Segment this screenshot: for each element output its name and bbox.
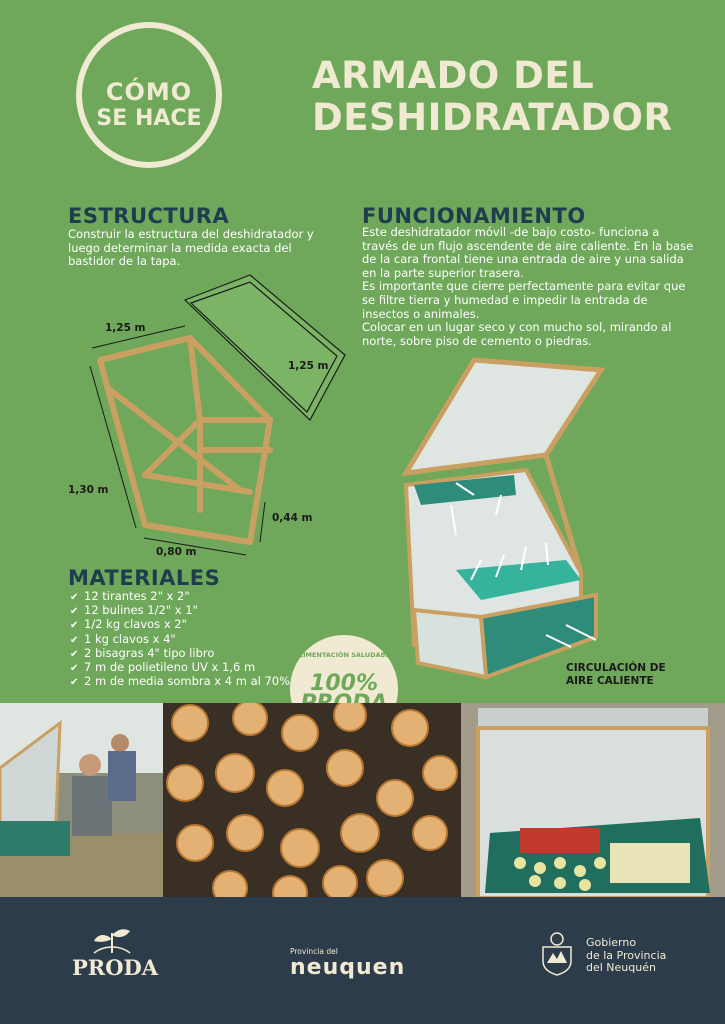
funcionamiento-paragraph: Es importante que cierre perfectamente para evitar que se filtre tierra y humedad e impedir la entrada de insectos o animales. [362,279,686,321]
dimension-depth: 0,44 m [272,512,313,524]
photo-person [0,703,163,897]
provincia-label: Provincia del [290,947,338,956]
gobierno-label: Gobierno de la Provincia del Neuquén [586,936,667,974]
list-item: ✔ 7 m de polietileno UV x 1,6 m [70,660,256,675]
photo-dehydrator-in-use [461,703,725,897]
funcionamiento-text [362,226,698,348]
page-title-line1: ARMADO DEL [312,54,595,97]
list-item: ✔ 2 m de media sombra x 4 m al 70% [70,674,291,689]
dimension-height: 1,30 m [68,484,109,496]
check-icon: ✔ [70,606,79,618]
proda-logo-text: PRODA [72,955,159,980]
check-icon: ✔ [70,677,79,689]
check-icon: ✔ [70,620,79,632]
footer [0,897,725,1024]
stamp-percent: 100% [310,671,378,696]
coat-of-arms-icon [537,931,577,977]
photo-strip [0,703,725,897]
estructura-text: Construir la estructura del deshidratador y luego determinar la medida exacta del bastidor de la tapa. [68,227,314,269]
check-icon: ✔ [70,634,79,646]
funcionamiento-paragraph: Este deshidratador móvil -de bajo costo- funciona a través de un flujo ascendente de aire caliente. En la base de la cara frontal tiene una entrada de aire y una salida en la parte superior trasera. [362,225,694,280]
funcionamiento-heading: FUNCIONAMIENTO [362,204,586,228]
circulation-label: CIRCULACIÓN DE AIRE CALIENTE [566,662,666,687]
como-se-hace-badge [76,22,222,168]
list-item: ✔ 1/2 kg clavos x 2" [70,617,187,632]
estructura-heading: ESTRUCTURA [68,204,230,228]
page-title-line2: DESHIDRATADOR [312,96,673,139]
stamp-top-text: ALIMENTACIÓN SALUDABLE [293,651,395,659]
sprout-icon [92,927,132,955]
list-item: ✔ 1 kg clavos x 4" [70,631,176,646]
check-icon: ✔ [70,592,79,603]
materiales-heading: MATERIALES [68,566,221,590]
dehydrator-illustration [396,355,611,685]
frame-diagram [60,270,360,560]
dimension-width: 0,80 m [156,546,197,558]
list-item: ✔ 12 tirantes 2" x 2" [70,589,190,603]
check-icon: ✔ [70,648,79,660]
list-item: ✔ 2 bisagras 4" tipo libro [70,645,215,660]
funcionamiento-paragraph: Colocar en un lugar seco y con mucho sol, mirando al norte, sobre piso de cemento o piedras. [362,320,672,348]
materiales-list [70,590,290,689]
check-icon: ✔ [70,663,79,675]
neuquen-logo-text: neuquen [290,955,406,980]
list-item: ✔ 12 bulines 1/2" x 1" [70,603,198,618]
dimension-top: 1,25 m [105,322,146,334]
photo-dried-apples [163,703,461,897]
badge-line2: SE HACE [96,106,202,131]
badge-line1: CÓMO [105,78,193,106]
dimension-lid: 1,25 m [288,360,329,372]
